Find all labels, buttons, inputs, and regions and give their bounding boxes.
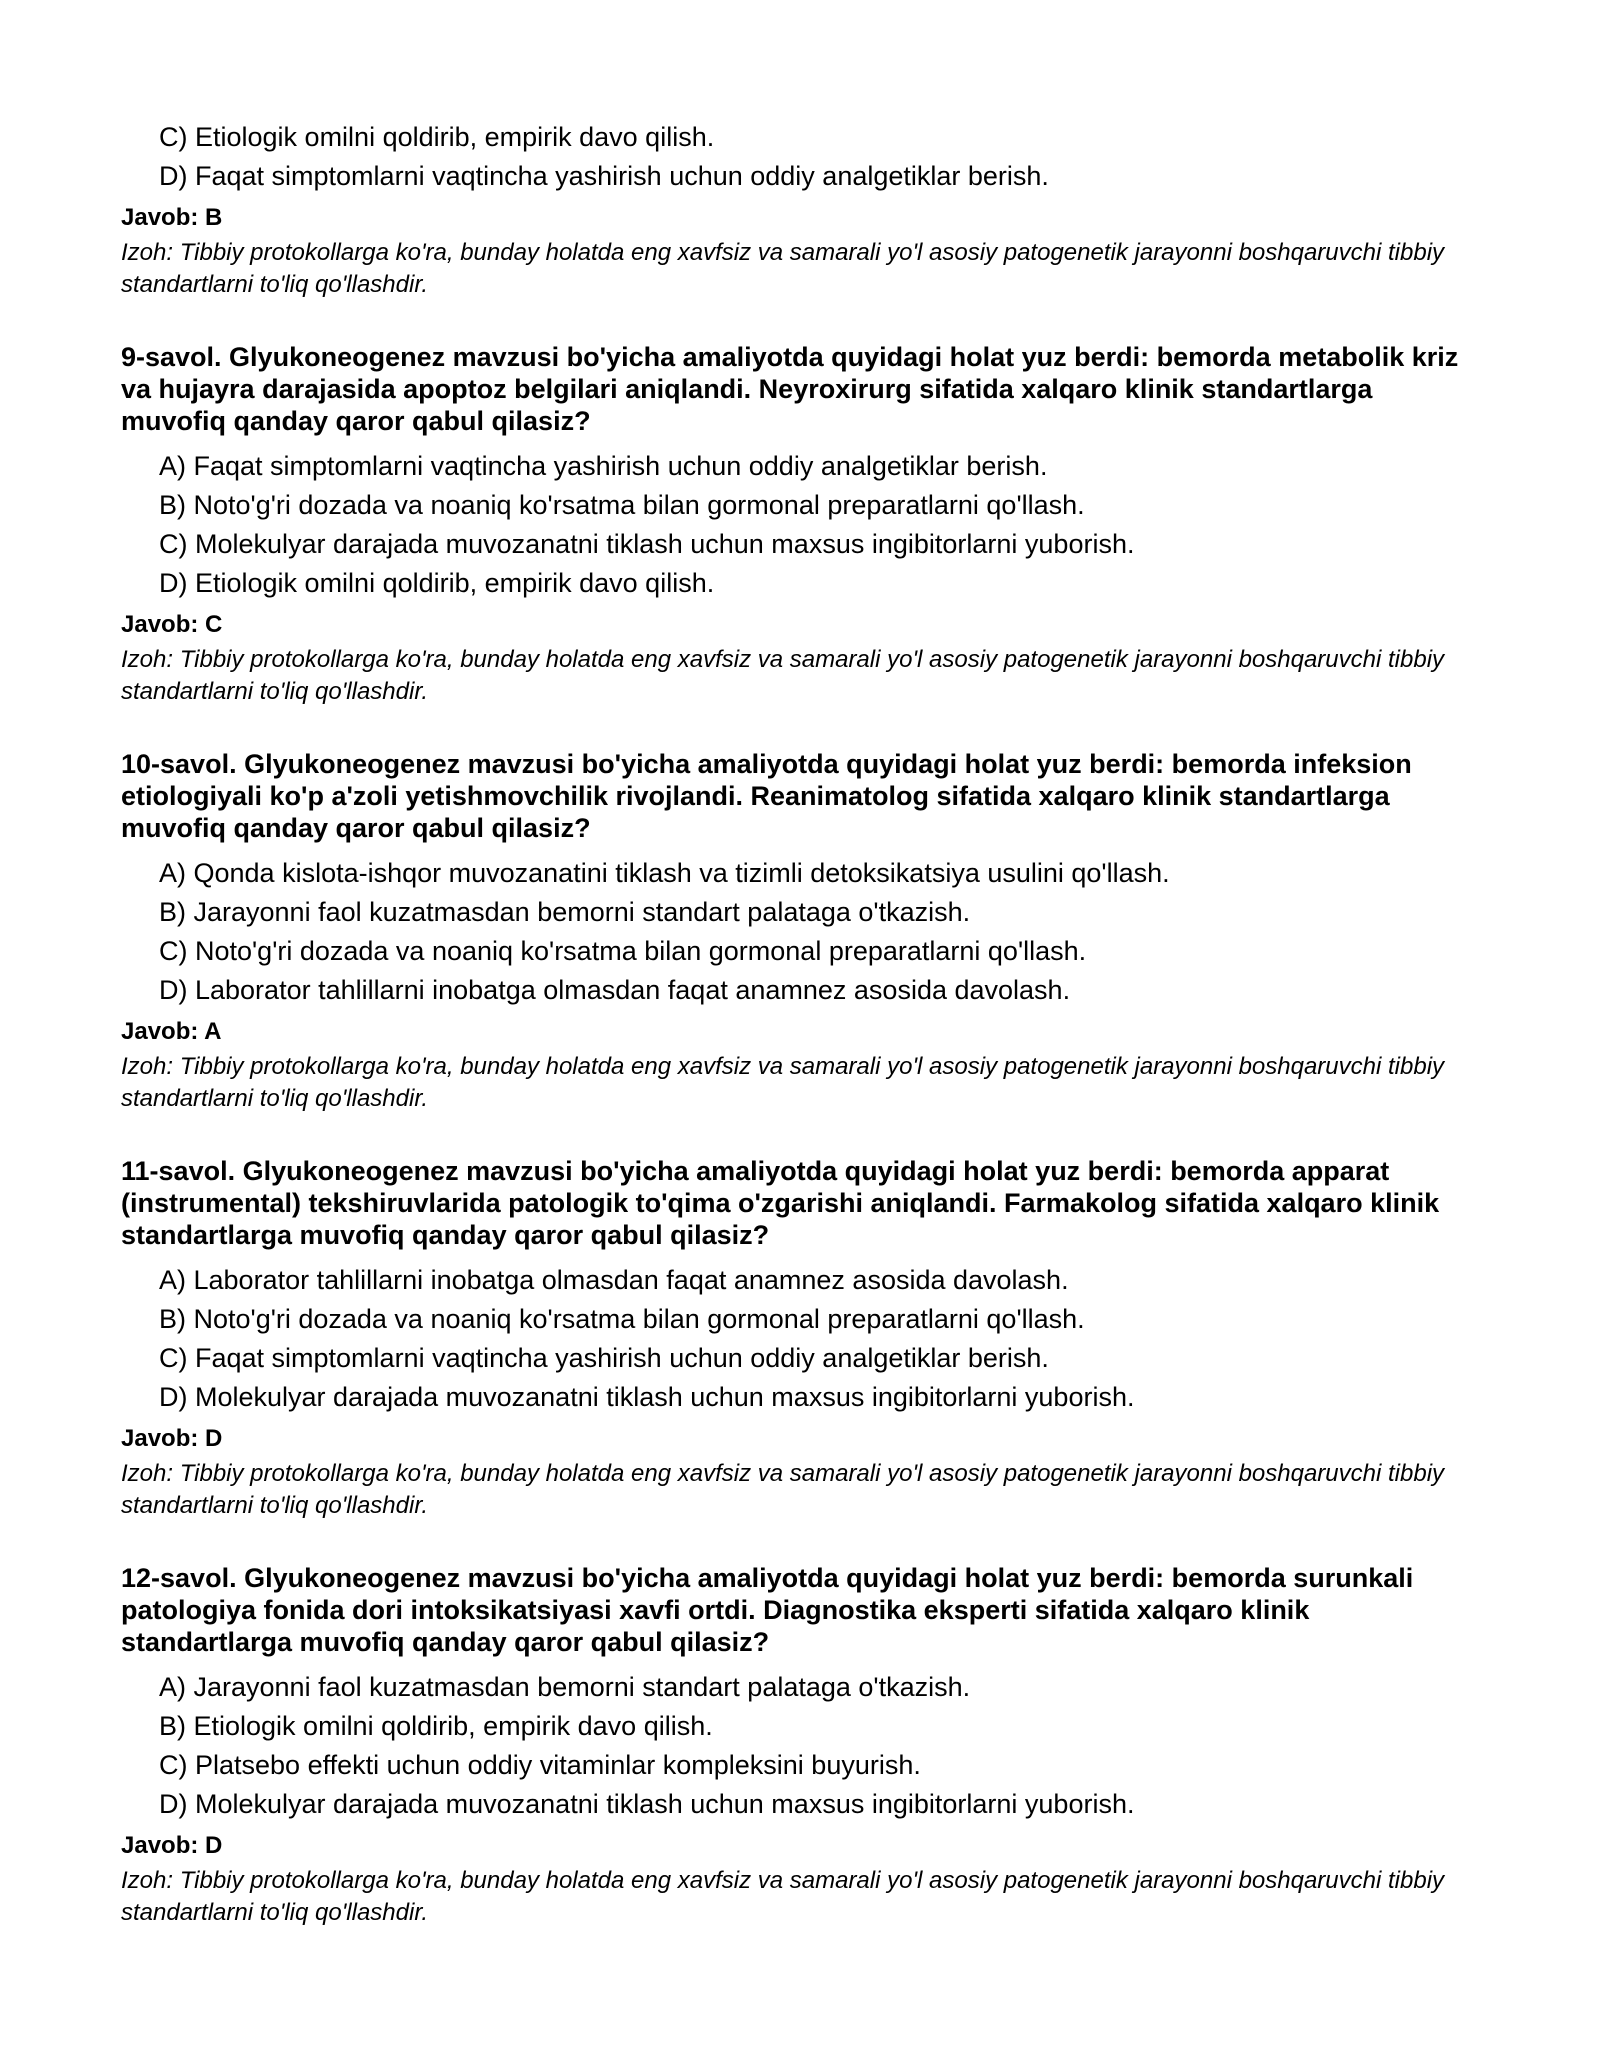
explanation-note: Izoh: Tibbiy protokollarga ko'ra, bunday holatda eng xavfsiz va samarali yo'l asosiy patogenetik jarayonni boshqaruvchi tibbiy standartlarni to'liq qo'llashdir. [121, 1867, 1445, 1926]
answer-option: B) Etiologik omilni qoldirib, empirik davo qilish. [159, 1711, 713, 1741]
answer-option: A) Qonda kislota-ishqor muvozanatini tiklash va tizimli detoksikatsiya usulini qo'llash. [159, 858, 1170, 888]
answer-option: D) Molekulyar darajada muvozanatni tiklash uchun maxsus ingibitorlarni yuborish. [159, 1789, 1135, 1819]
answer-option: D) Molekulyar darajada muvozanatni tiklash uchun maxsus ingibitorlarni yuborish. [159, 1382, 1135, 1412]
question-block-9 [121, 341, 1481, 708]
correct-answer: Javob: B [121, 204, 223, 231]
answer-option: B) Noto'g'ri dozada va noaniq ko'rsatma bilan gormonal preparatlarni qo'llash. [159, 490, 1085, 520]
answer-option: C) Faqat simptomlarni vaqtincha yashirish uchun oddiy analgetiklar berish. [159, 1343, 1049, 1373]
question-8-continuation [121, 118, 1481, 301]
answer-option: C) Platsebo effekti uchun oddiy vitaminlar kompleksini buyurish. [159, 1750, 921, 1780]
answer-option: B) Jarayonni faol kuzatmasdan bemorni standart palataga o'tkazish. [159, 897, 971, 927]
question-text: 10-savol. Glyukoneogenez mavzusi bo'yicha amaliyotda quyidagi holat yuz berdi: bemorda infeksion etiologiyali ko'p a'zoli yetishmovchilik rivojlandi. Reanimatolog sifatida xalqaro klinik standartlarga muvofiq qanday qaror qabul qilasiz? [121, 749, 1412, 843]
question-text: 12-savol. Glyukoneogenez mavzusi bo'yicha amaliyotda quyidagi holat yuz berdi: bemorda surunkali patologiya fonida dori intoksikatsiyasi xavfi ortdi. Diagnostika eksperti sifatida xalqaro klinik standartlarga muvofiq qanday qaror qabul qilasiz? [121, 1563, 1414, 1657]
answer-option: C) Molekulyar darajada muvozanatni tiklash uchun maxsus ingibitorlarni yuborish. [159, 529, 1135, 559]
explanation-note: Izoh: Tibbiy protokollarga ko'ra, bunday holatda eng xavfsiz va samarali yo'l asosiy patogenetik jarayonni boshqaruvchi tibbiy standartlarni to'liq qo'llashdir. [121, 646, 1445, 705]
correct-answer: Javob: D [121, 1832, 223, 1859]
correct-answer: Javob: C [121, 611, 223, 638]
answer-option: A) Faqat simptomlarni vaqtincha yashirish uchun oddiy analgetiklar berish. [159, 451, 1048, 481]
answer-option: D) Etiologik omilni qoldirib, empirik davo qilish. [159, 568, 715, 598]
correct-answer: Javob: A [121, 1018, 222, 1045]
explanation-note: Izoh: Tibbiy protokollarga ko'ra, bunday holatda eng xavfsiz va samarali yo'l asosiy patogenetik jarayonni boshqaruvchi tibbiy standartlarni to'liq qo'llashdir. [121, 239, 1445, 298]
answer-option: C) Noto'g'ri dozada va noaniq ko'rsatma bilan gormonal preparatlarni qo'llash. [159, 936, 1087, 966]
answer-option: B) Noto'g'ri dozada va noaniq ko'rsatma bilan gormonal preparatlarni qo'llash. [159, 1304, 1085, 1334]
explanation-note: Izoh: Tibbiy protokollarga ko'ra, bunday holatda eng xavfsiz va samarali yo'l asosiy patogenetik jarayonni boshqaruvchi tibbiy standartlarni to'liq qo'llashdir. [121, 1053, 1445, 1112]
answer-option: C) Etiologik omilni qoldirib, empirik davo qilish. [159, 122, 715, 152]
answer-option: A) Laborator tahlillarni inobatga olmasdan faqat anamnez asosida davolash. [159, 1265, 1069, 1295]
question-text: 11-savol. Glyukoneogenez mavzusi bo'yicha amaliyotda quyidagi holat yuz berdi: bemorda apparat (instrumental) tekshiruvlarida patologik to'qima o'zgarishi aniqlandi. Farmakolog sifatida xalqaro klinik standartlarga muvofiq qanday qaror qabul qilasiz? [121, 1156, 1440, 1250]
question-block-12 [121, 1562, 1481, 1929]
correct-answer: Javob: D [121, 1425, 223, 1452]
answer-option: D) Faqat simptomlarni vaqtincha yashirish uchun oddiy analgetiklar berish. [159, 161, 1049, 191]
question-block-11 [121, 1155, 1481, 1522]
question-text: 9-savol. Glyukoneogenez mavzusi bo'yicha amaliyotda quyidagi holat yuz berdi: bemorda metabolik kriz va hujayra darajasida apoptoz belgilari aniqlandi. Neyroxirurg sifatida xalqaro klinik standartlarga muvofiq qanday qaror qabul qilasiz? [121, 342, 1459, 436]
explanation-note: Izoh: Tibbiy protokollarga ko'ra, bunday holatda eng xavfsiz va samarali yo'l asosiy patogenetik jarayonni boshqaruvchi tibbiy standartlarni to'liq qo'llashdir. [121, 1460, 1445, 1519]
document-page [121, 118, 1481, 1929]
question-block-10 [121, 748, 1481, 1115]
answer-option: D) Laborator tahlillarni inobatga olmasdan faqat anamnez asosida davolash. [159, 975, 1071, 1005]
answer-option: A) Jarayonni faol kuzatmasdan bemorni standart palataga o'tkazish. [159, 1672, 971, 1702]
